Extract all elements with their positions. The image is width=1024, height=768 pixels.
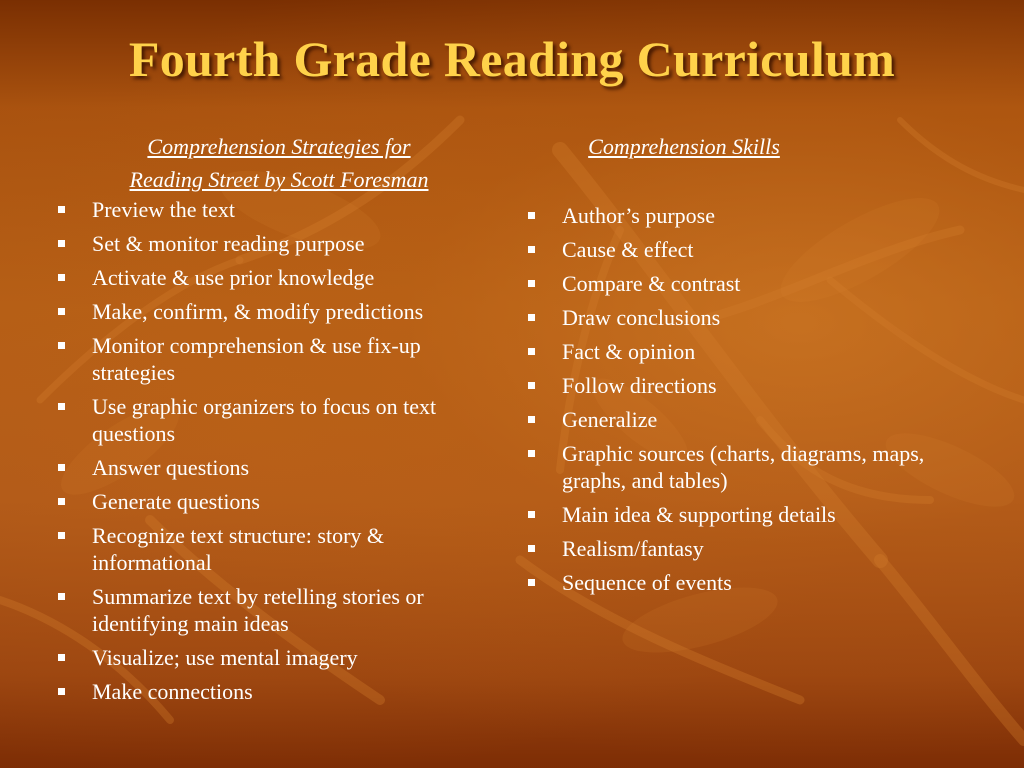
square-bullet-icon: [528, 348, 535, 355]
list-item: [54, 583, 504, 637]
list-item-text: Visualize; use mental imagery: [92, 645, 358, 670]
square-bullet-icon: [528, 314, 535, 321]
square-bullet-icon: [58, 308, 65, 315]
list-item-text: Answer questions: [92, 455, 250, 480]
strategies-heading-line2: Reading Street by Scott Foresman: [129, 167, 429, 192]
list-item-text: Make, confirm, & modify predictions: [92, 299, 424, 324]
square-bullet-icon: [528, 511, 535, 518]
list-item: [524, 501, 944, 528]
strategies-heading: [54, 130, 504, 196]
list-item: [524, 338, 944, 365]
list-item: [54, 644, 504, 671]
list-item-text: Compare & contrast: [562, 271, 741, 296]
list-item: [54, 522, 504, 576]
square-bullet-icon: [58, 342, 65, 349]
square-bullet-icon: [58, 654, 65, 661]
skills-list: [524, 202, 944, 596]
list-item: [524, 202, 944, 229]
list-item-text: Realism/fantasy: [562, 536, 704, 561]
square-bullet-icon: [58, 464, 65, 471]
strategies-list: [54, 196, 504, 705]
skills-heading: Comprehension Skills: [588, 134, 780, 159]
square-bullet-icon: [528, 545, 535, 552]
list-item-text: Generate questions: [92, 489, 260, 514]
comprehension-strategies-column: [54, 130, 504, 712]
square-bullet-icon: [58, 532, 65, 539]
square-bullet-icon: [58, 240, 65, 247]
list-item: [54, 454, 504, 481]
list-item: [54, 488, 504, 515]
list-item: [54, 393, 504, 447]
list-item: [54, 332, 504, 386]
list-item: [524, 535, 944, 562]
comprehension-skills-column: [524, 130, 944, 603]
list-item-text: Use graphic organizers to focus on text questions: [92, 394, 437, 446]
list-item: [524, 304, 944, 331]
list-item: [54, 196, 504, 223]
list-item: [54, 230, 504, 257]
list-item-text: Make connections: [92, 679, 253, 704]
list-item-text: Draw conclusions: [562, 305, 721, 330]
slide-title: Fourth Grade Reading Curriculum: [128, 31, 896, 87]
list-item: [54, 264, 504, 291]
square-bullet-icon: [58, 498, 65, 505]
list-item-text: Recognize text structure: story & informational: [92, 523, 385, 575]
list-item: [524, 440, 944, 494]
list-item: [524, 406, 944, 433]
list-item: [54, 678, 504, 705]
list-item-text: Summarize text by retelling stories or identifying main ideas: [92, 584, 424, 636]
list-item: [524, 372, 944, 399]
list-item-text: Set & monitor reading purpose: [92, 231, 365, 256]
list-item-text: Fact & opinion: [562, 339, 696, 364]
list-item: [524, 569, 944, 596]
list-item: [524, 236, 944, 263]
square-bullet-icon: [58, 206, 65, 213]
list-item-text: Author’s purpose: [562, 203, 715, 228]
list-item: [54, 298, 504, 325]
square-bullet-icon: [58, 403, 65, 410]
square-bullet-icon: [528, 450, 535, 457]
square-bullet-icon: [58, 593, 65, 600]
square-bullet-icon: [528, 280, 535, 287]
list-item-text: Main idea & supporting details: [562, 502, 836, 527]
square-bullet-icon: [528, 246, 535, 253]
square-bullet-icon: [58, 274, 65, 281]
list-item-text: Follow directions: [562, 373, 717, 398]
list-item-text: Graphic sources (charts, diagrams, maps, graphs, and tables): [562, 441, 925, 493]
square-bullet-icon: [528, 382, 535, 389]
square-bullet-icon: [528, 416, 535, 423]
list-item-text: Preview the text: [92, 197, 235, 222]
list-item-text: Cause & effect: [562, 237, 694, 262]
square-bullet-icon: [528, 579, 535, 586]
list-item-text: Monitor comprehension & use fix-up strategies: [92, 333, 421, 385]
square-bullet-icon: [528, 212, 535, 219]
list-item-text: Activate & use prior knowledge: [92, 265, 375, 290]
list-item-text: Generalize: [562, 407, 658, 432]
list-item: [524, 270, 944, 297]
strategies-heading-line1: Comprehension Strategies for: [147, 134, 411, 159]
list-item-text: Sequence of events: [562, 570, 732, 595]
square-bullet-icon: [58, 688, 65, 695]
